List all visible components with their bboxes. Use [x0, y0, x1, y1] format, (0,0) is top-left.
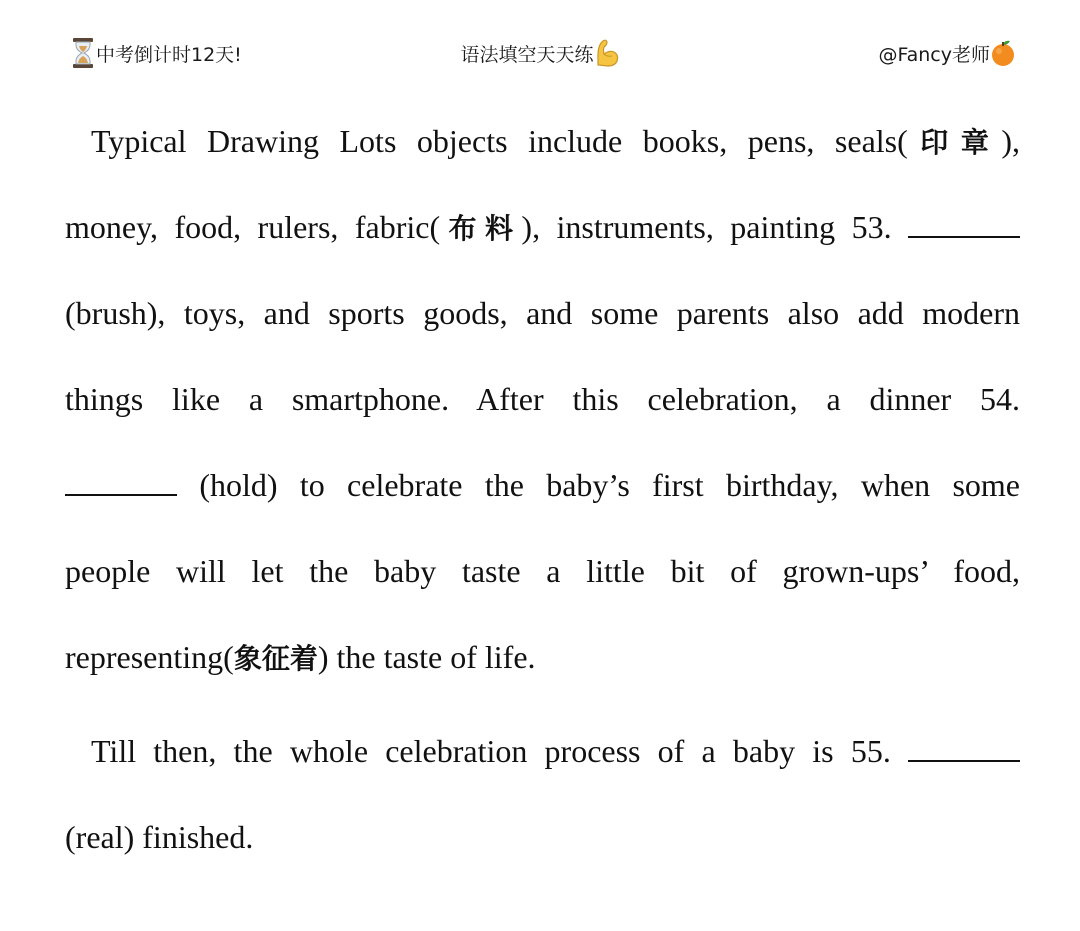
flexed-biceps-icon	[594, 37, 620, 69]
author-label	[878, 36, 1016, 70]
passage-line: (hold) to celebrate the baby’s first birthday, when some	[65, 454, 1020, 540]
passage-line: Typical Drawing Lots objects include books, pens, seals(印章),	[91, 123, 1020, 159]
passage-line: money, food, rulers, fabric(布料), instruments, painting 53.	[65, 196, 1020, 282]
passage-line: things like a smartphone. After this celebration, a dinner 54.	[65, 381, 1020, 417]
passage	[65, 110, 1020, 892]
passage-line: representing(象征着) the taste of life.	[65, 639, 536, 675]
countdown-text: 中考倒计时12天!	[96, 43, 242, 66]
answer-blank-55[interactable]	[908, 734, 1020, 762]
passage-line: people will let the baby taste a little bit of grown-ups’ food,	[65, 553, 1020, 589]
author-text: @Fancy老师	[878, 43, 990, 66]
answer-blank-53[interactable]	[908, 210, 1020, 238]
series-title-text: 语法填空天天练	[460, 43, 594, 66]
passage-line: (brush), toys, and sports goods, and some parents also add modern	[65, 295, 1020, 331]
tangerine-icon	[990, 37, 1016, 69]
passage-line: (real) finished.	[65, 819, 254, 855]
page-header	[0, 0, 1080, 100]
passage-line: Till then, the whole celebration process of a baby is 55.	[65, 720, 1020, 806]
answer-blank-54[interactable]	[65, 468, 177, 496]
